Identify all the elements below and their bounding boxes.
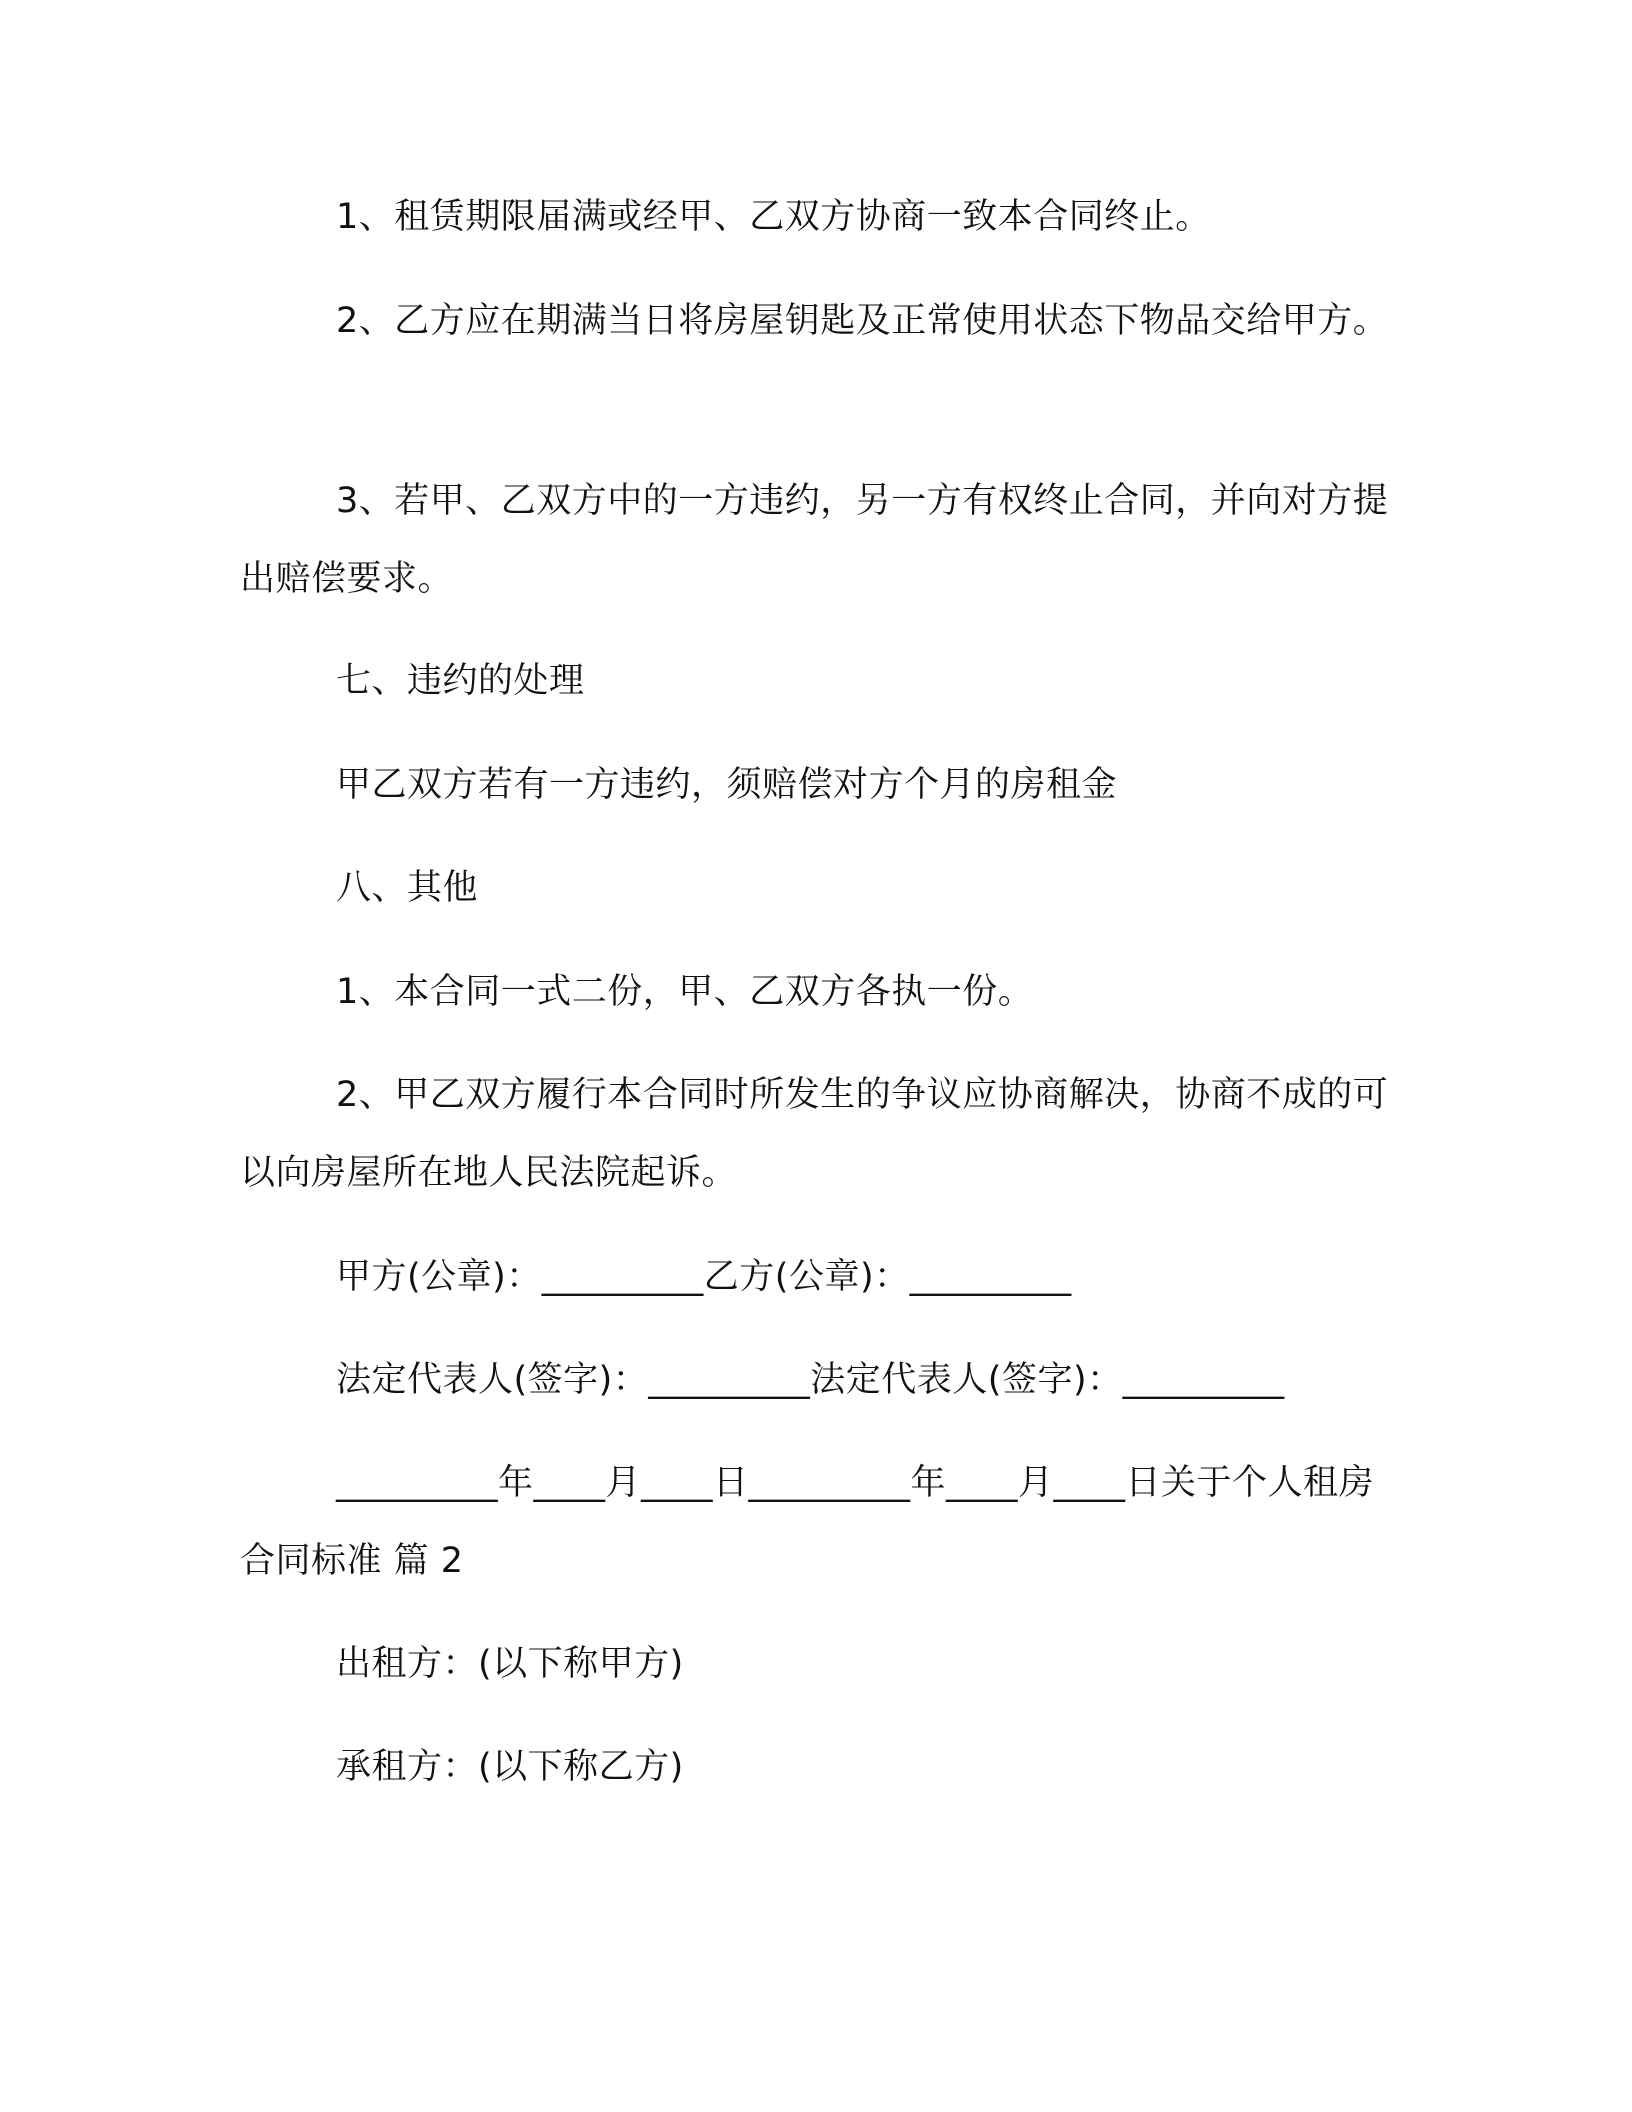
- section-heading-breach: 七、违约的处理: [336, 661, 585, 701]
- paragraph-termination-3: 3、若甲、乙双方中的一方违约，另一方有权终止合同，并向对方提出赔偿要求。: [240, 481, 1389, 599]
- lessor-line: 出租方：(以下称甲方): [336, 1644, 684, 1684]
- paragraph-breach: 甲乙双方若有一方违约，须赔偿对方个月的房租金: [336, 765, 1118, 805]
- paragraph-termination-1: 1、租赁期限届满或经甲、乙双方协商一致本合同终止。: [336, 197, 1211, 237]
- date-line-and-title: _________年____月____日_________年____月____日关于个人租房合同标准 篇 2: [240, 1463, 1375, 1581]
- section-heading-other: 八、其他: [336, 868, 479, 908]
- paragraph-other-1: 1、本合同一式二份，甲、乙双方各执一份。: [336, 972, 1034, 1012]
- document-page: [240, 0, 1390, 2112]
- paragraph-termination-2: 2、乙方应在期满当日将房屋钥匙及正常使用状态下物品交给甲方。: [336, 301, 1389, 341]
- signature-representative-line: 法定代表人(签字)：_________法定代表人(签字)：_________: [336, 1360, 1285, 1400]
- lessee-line: 承租方：(以下称乙方): [336, 1747, 684, 1787]
- signature-seal-line: 甲方(公章)：_________乙方(公章)：_________: [336, 1257, 1072, 1297]
- paragraph-other-2: 2、甲乙双方履行本合同时所发生的争议应协商解决，协商不成的可以向房屋所在地人民法院起诉。: [240, 1075, 1389, 1193]
